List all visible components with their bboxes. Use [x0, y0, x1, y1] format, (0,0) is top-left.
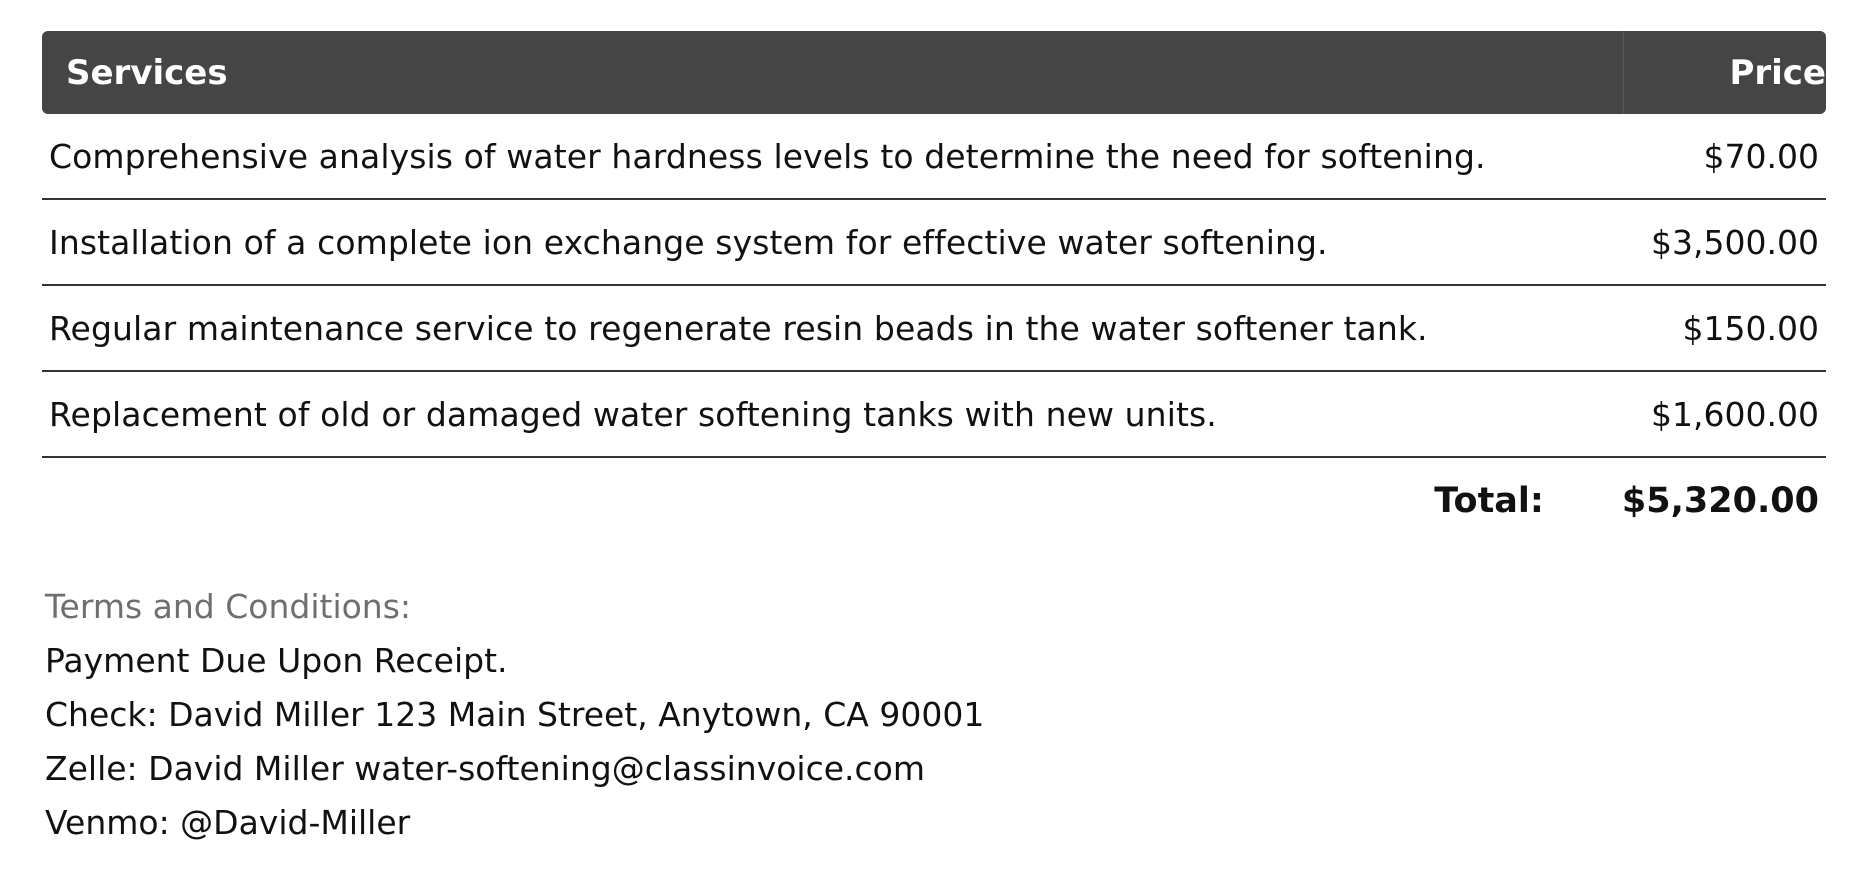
- service-price: $1,600.00: [1651, 394, 1819, 434]
- total-label: Total:: [1434, 481, 1544, 521]
- services-column-header: Services: [66, 52, 228, 93]
- service-description: Comprehensive analysis of water hardness levels to determine the need for softening.: [49, 136, 1486, 176]
- check-payment-text: Check: David Miller 123 Main Street, Anytown, CA 90001: [45, 695, 985, 734]
- table-row: [42, 286, 1826, 372]
- terms-title: Terms and Conditions:: [45, 587, 412, 626]
- service-price: $150.00: [1682, 308, 1819, 348]
- total-row: [42, 458, 1826, 544]
- service-price: $70.00: [1703, 136, 1819, 176]
- terms-and-conditions: [45, 580, 984, 850]
- service-description: Replacement of old or damaged water softening tanks with new units.: [49, 394, 1217, 434]
- table-row: [42, 200, 1826, 286]
- payment-due-text: Payment Due Upon Receipt.: [45, 641, 508, 680]
- price-column-header: [1623, 31, 1826, 114]
- service-description: Installation of a complete ion exchange system for effective water softening.: [49, 222, 1328, 262]
- total-value: $5,320.00: [1621, 481, 1819, 521]
- price-column-header-label: Price: [1729, 52, 1826, 93]
- table-header: [42, 31, 1826, 114]
- table-row: [42, 372, 1826, 458]
- table-row: [42, 114, 1826, 200]
- venmo-payment-text: Venmo: @David-Miller: [45, 803, 411, 842]
- service-description: Regular maintenance service to regenerate resin beads in the water softener tank.: [49, 308, 1428, 348]
- service-price: $3,500.00: [1651, 222, 1819, 262]
- zelle-payment-text: Zelle: David Miller water-softening@classinvoice.com: [45, 749, 925, 788]
- services-table: [42, 31, 1826, 544]
